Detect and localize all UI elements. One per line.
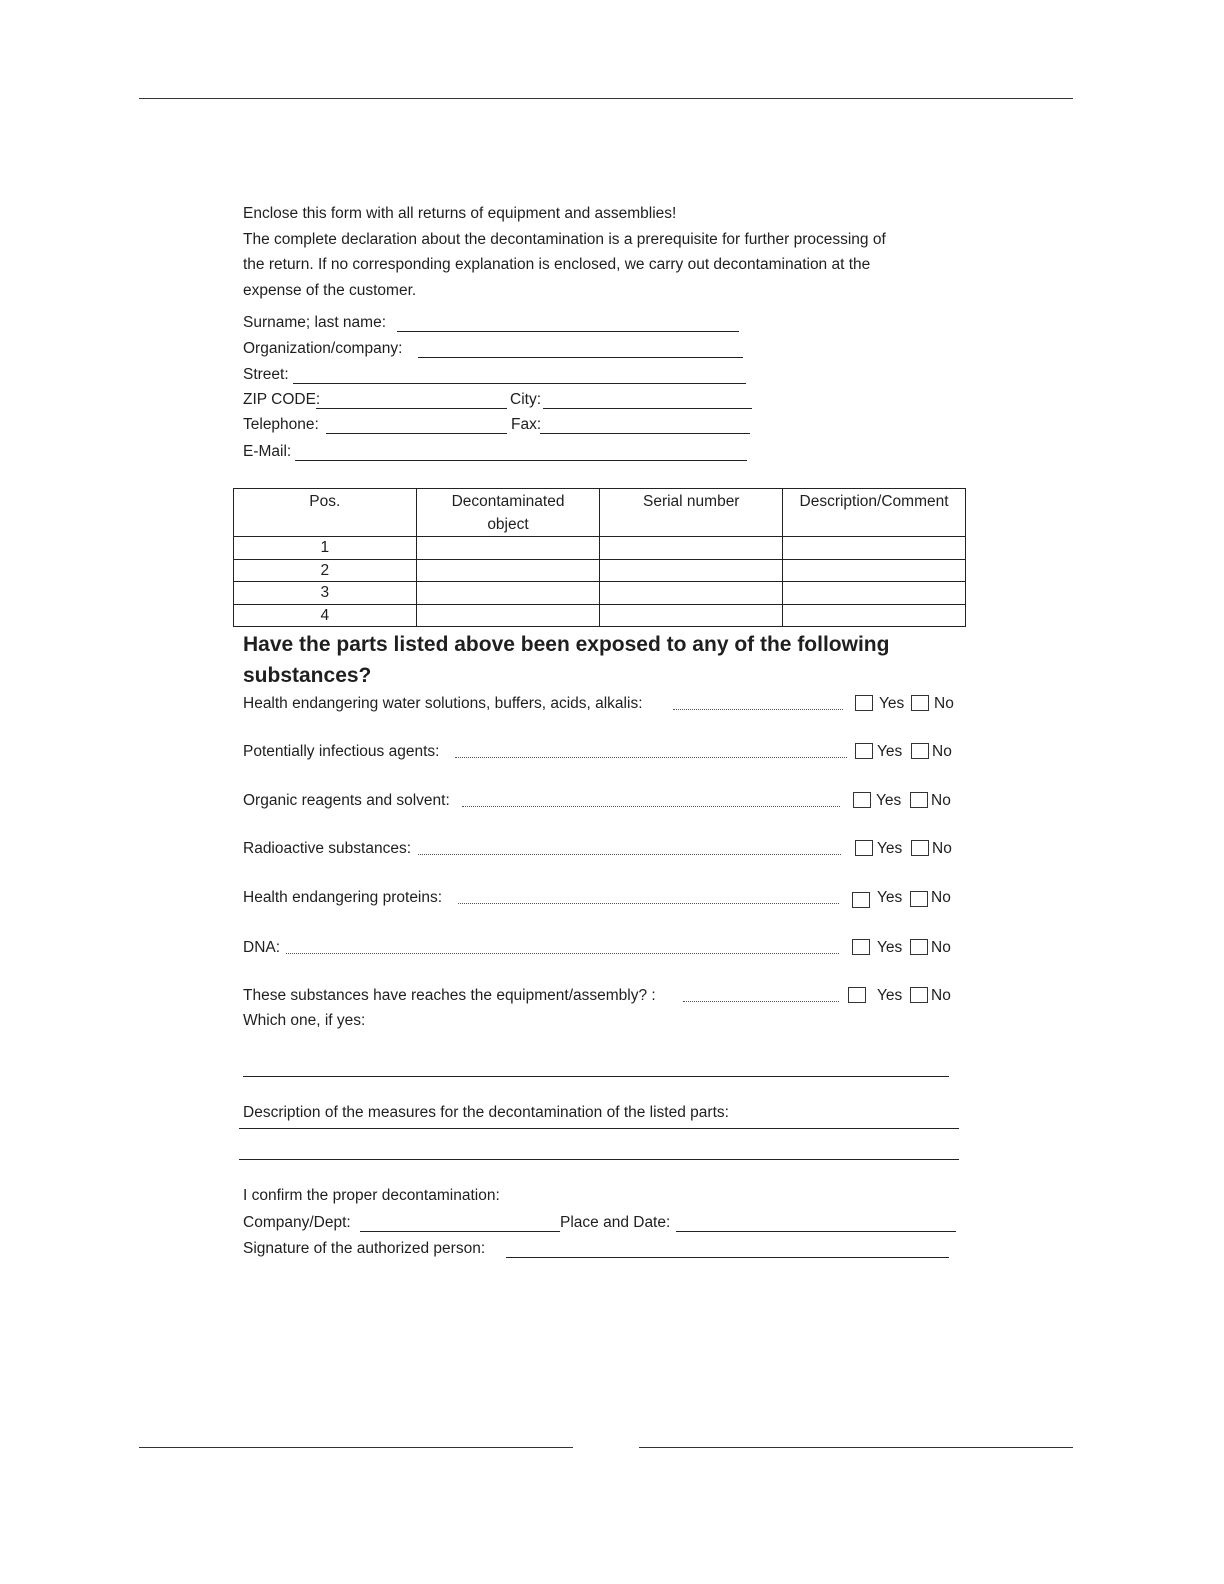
place-date-field[interactable] [676,1231,956,1232]
place-date-label: Place and Date: [560,1214,671,1231]
question-label: Health endangering water solutions, buffers, acids, alkalis: [243,695,643,712]
parts-table [233,488,966,627]
intro-line: the return. If no corresponding explanation is enclosed, we carry out decontamination at the [243,256,871,273]
measures-label: Description of the measures for the decontamination of the listed parts: [243,1104,729,1121]
header-object [416,489,600,537]
leader-dots [683,986,839,1002]
question-label: Organic reagents and solvent: [243,792,450,809]
question-row [243,742,955,762]
substances-heading [243,629,889,691]
email-label: E-Mail: [243,443,292,460]
city-label: City: [510,391,541,408]
no-checkbox[interactable] [911,695,929,711]
description-cell[interactable] [783,604,966,627]
serial-cell[interactable] [600,559,783,582]
confirm-statement: I confirm the proper decontamination: [243,1187,500,1204]
header-pos: Pos. [234,489,417,537]
fax-label: Fax: [511,416,542,433]
yes-label: Yes [879,695,905,712]
company-field[interactable] [360,1231,560,1232]
question-row [243,938,955,958]
yes-checkbox[interactable] [855,840,873,856]
object-cell[interactable] [416,604,600,627]
measures-field-line-1[interactable] [239,1128,959,1129]
leader-dots [418,839,841,855]
intro-line: Enclose this form with all returns of equipment and assemblies! [243,205,677,222]
no-label: No [931,939,951,956]
email-field[interactable] [295,460,747,461]
no-label: No [932,743,952,760]
no-checkbox[interactable] [911,743,929,759]
pos-cell: 1 [234,537,417,560]
object-cell[interactable] [416,559,600,582]
question-row [243,791,955,811]
yes-label: Yes [876,792,902,809]
description-cell[interactable] [783,537,966,560]
heading-line: substances? [243,664,372,687]
leader-dots [458,888,839,904]
question-row [243,839,955,859]
no-checkbox[interactable] [910,891,928,907]
no-label: No [934,695,954,712]
yes-checkbox[interactable] [848,987,866,1003]
intro-line: expense of the customer. [243,281,417,299]
header-rule [139,98,1073,99]
table-row [234,582,966,605]
pos-cell: 4 [234,604,417,627]
yes-checkbox[interactable] [852,892,870,908]
which-one-label: Which one, if yes: [243,1012,366,1029]
intro-paragraph [243,201,963,303]
serial-cell[interactable] [600,604,783,627]
no-checkbox[interactable] [910,987,928,1003]
street-field[interactable] [293,383,746,384]
zip-label: ZIP CODE: [243,391,321,408]
no-checkbox[interactable] [911,840,929,856]
zip-field[interactable] [316,408,507,409]
header-object-label: Decontaminated object [451,493,565,533]
serial-cell[interactable] [600,582,783,605]
yes-checkbox[interactable] [855,695,873,711]
no-label: No [932,840,952,857]
question-label: Radioactive substances: [243,840,412,857]
yes-label: Yes [877,889,903,906]
question-row [243,694,955,714]
question-label: Health endangering proteins: [243,889,443,906]
no-label: No [931,889,951,906]
table-row [234,604,966,627]
no-label: No [931,987,951,1004]
object-cell[interactable] [416,582,600,605]
leader-dots [462,791,840,807]
no-checkbox[interactable] [910,939,928,955]
surname-label: Surname; last name: [243,314,387,331]
footer-rule-left [139,1447,573,1448]
yes-label: Yes [877,939,903,956]
intro-line: The complete declaration about the decontamination is a prerequisite for further processing of [243,230,886,248]
which-one-field[interactable] [243,1076,949,1077]
header-description: Description/Comment [783,489,966,537]
question-label: DNA: [243,939,281,956]
fax-field[interactable] [540,433,750,434]
question-label: These substances have reaches the equipment/assembly? : [243,987,656,1004]
serial-cell[interactable] [600,537,783,560]
table-row [234,559,966,582]
leader-dots [673,694,843,710]
table-row [234,537,966,560]
measures-field-line-2[interactable] [239,1159,959,1160]
footer-rule-right [639,1447,1073,1448]
heading-line: Have the parts listed above been exposed to any of the following [243,633,890,656]
yes-checkbox[interactable] [853,792,871,808]
description-cell[interactable] [783,582,966,605]
telephone-field[interactable] [326,433,507,434]
surname-field[interactable] [397,331,739,332]
company-label: Company/Dept: [243,1214,351,1231]
yes-label: Yes [877,987,903,1004]
leader-dots [286,938,839,954]
telephone-label: Telephone: [243,416,319,433]
yes-label: Yes [877,840,903,857]
organization-field[interactable] [418,357,743,358]
pos-cell: 3 [234,582,417,605]
city-field[interactable] [543,408,752,409]
yes-checkbox[interactable] [852,939,870,955]
question-row [243,888,955,908]
street-label: Street: [243,366,289,383]
yes-label: Yes [877,743,903,760]
leader-dots [455,742,847,758]
no-checkbox[interactable] [910,792,928,808]
table-header-row [234,489,966,537]
no-label: No [931,792,951,809]
signature-label: Signature of the authorized person: [243,1240,486,1257]
organization-label: Organization/company: [243,340,403,357]
question-label: Potentially infectious agents: [243,743,440,760]
pos-cell: 2 [234,559,417,582]
yes-checkbox[interactable] [855,743,873,759]
description-cell[interactable] [783,559,966,582]
object-cell[interactable] [416,537,600,560]
header-serial: Serial number [600,489,783,537]
question-row [243,986,955,1006]
signature-field[interactable] [506,1257,949,1258]
